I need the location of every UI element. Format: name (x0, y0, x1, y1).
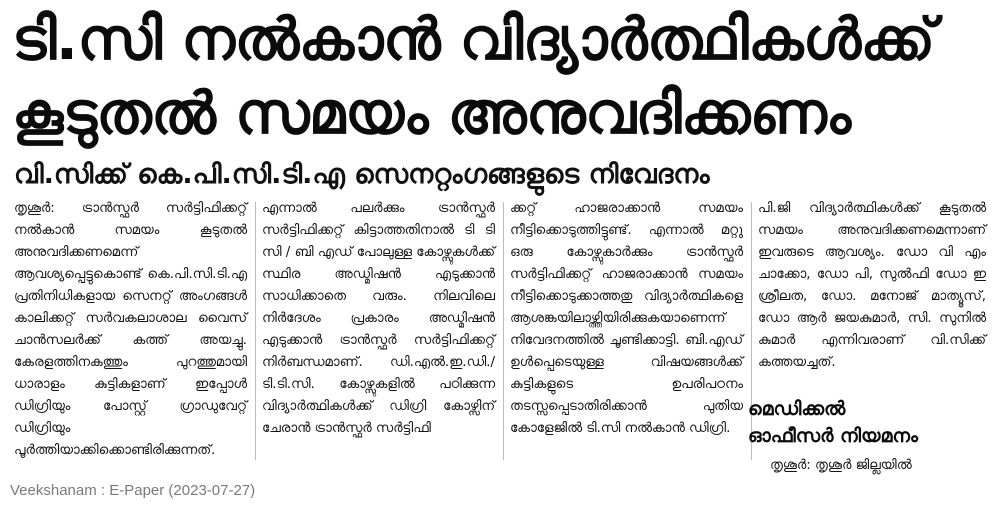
article-column-3: ക്കറ്റ് ഹാജരാക്കാൻ സമയം നീട്ടിക്കൊടുത്തിട്ടുണ്ട്. എന്നാൽ മറ്റു ഒരു കോഴ്സുകാർക്കും ട്രാൻസ്ഫർ സർട്ടിഫിക്കറ്റ് ഹാജരാക്കാൻ സമയം നീട്ടിക്കൊടുക്കാത്തതു വിദ്യാർത്ഥികളെ ആശങ്കയിലാഴ്ത്തിയിരിക്കുകയാണെന്ന് നിവേദനത്തിൽ ചൂണ്ടിക്കാട്ടി. ബി.എഡ് ഉൾപ്പെടെയുള്ള വിഷയങ്ങൾക്ക് കുട്ടികളുടെ ഉപരിപഠനം തടസ്സപ്പെടാതിരിക്കാൻ പുതിയ കോളേജിൽ ടി.സി നൽകാൻ ഡിഗ്രി. (510, 201, 743, 436)
headline-line-2: കൂടുതൽ സമയം അനുവദിക്കണം (12, 79, 851, 147)
headline (12, 2, 988, 150)
article-column-4: പി.ജി വിദ്യാർത്ഥികൾക്ക് കൂടുതൽ സമയം അനുവദിക്കണമെന്നാണ് ഇവരുടെ ആവശ്യം. ഡോ വി എം ചാക്കോ, ഡോ പി, സുൽഫി ഡോ ഇ ശ്രീലത, ഡോ. മനോജ് മാത്യൂസ്, ഡോ ആർ ജയകുമാർ, സി. സുനിൽ കുമാർ എന്നിവരാണ് വി.സിക്ക് കത്തയച്ചത്. (758, 201, 986, 370)
side-story-headline (748, 396, 978, 450)
column-divider (255, 202, 256, 460)
column-divider (503, 202, 504, 460)
article-column-2: എന്നാൽ പലർക്കും ട്രാൻസ്ഫർ സർട്ടിഫിക്കറ്റ് കിട്ടാത്തതിനാൽ ടി ടി സി / ബി എഡ് പോലുള്ള കോഴ്സുകൾക്ക് സ്ഥിര അഡ്മിഷൻ എടുക്കാൻ സാധിക്കാതെ വരും. നിലവിലെ നിർദേശം പ്രകാരം അഡ്മിഷൻ എടുക്കാൻ ട്രാൻസ്ഫർ സർട്ടിഫിക്കറ്റ് നിർബന്ധമാണ്. ഡി.എൽ.ഇ.ഡി./ടി.ടി.സി. കോഴ്സുകളിൽ പഠിക്കുന്ന വിദ്യാർത്ഥികൾക്ക് ഡിഗ്രി കോഴ്സിന് ചേരാൻ ട്രാൻസ്ഫർ സർട്ടിഫി (262, 201, 495, 436)
subheadline: വി.സിക്ക് കെ.പി.സി.ടി.എ സെനറ്റംഗങ്ങളുടെ നിവേദനം (14, 159, 710, 190)
headline-line-1: ടി.സി നൽകാൻ വിദ്യാർത്ഥികൾക്ക് (12, 5, 935, 73)
epaper-source-footer: Veekshanam : E-Paper (2023-07-27) (10, 482, 256, 499)
side-story-text: തൃശൂർ: തൃശൂർ ജില്ലയിൽ (770, 458, 912, 473)
article-column-1: തൃശൂർ: ട്രാൻസ്ഫർ സർട്ടിഫിക്കറ്റ് നൽകാൻ സമയം കൂടുതൽ അനുവദിക്കണമെന്ന് ആവശ്യപ്പെട്ടുകൊണ്ട് കെ.പി.സി.ടി.എ പ്രതിനിധികളായ സെനറ്റ് അംഗങ്ങൾ കാലിക്കറ്റ് സർവകലാശാല വൈസ് ചാൻസലർക്ക് കത്ത് അയച്ചു. കേരളത്തിനകത്തും പുറത്തുമായി ധാരാളം കുട്ടികളാണ് ഇപ്പോൾ ഡിഗ്രിയും പോസ്റ്റ് ഗ്രാഡുവേറ്റ് ഡിഗ്രിയും പൂർത്തിയാക്കിക്കൊണ്ടിരിക്കുന്നത്. (14, 201, 247, 458)
side-story-headline-line-2: ഓഫീസർ നിയമനം (748, 425, 918, 447)
side-story-headline-line-1: മെഡിക്കൽ (748, 398, 846, 420)
